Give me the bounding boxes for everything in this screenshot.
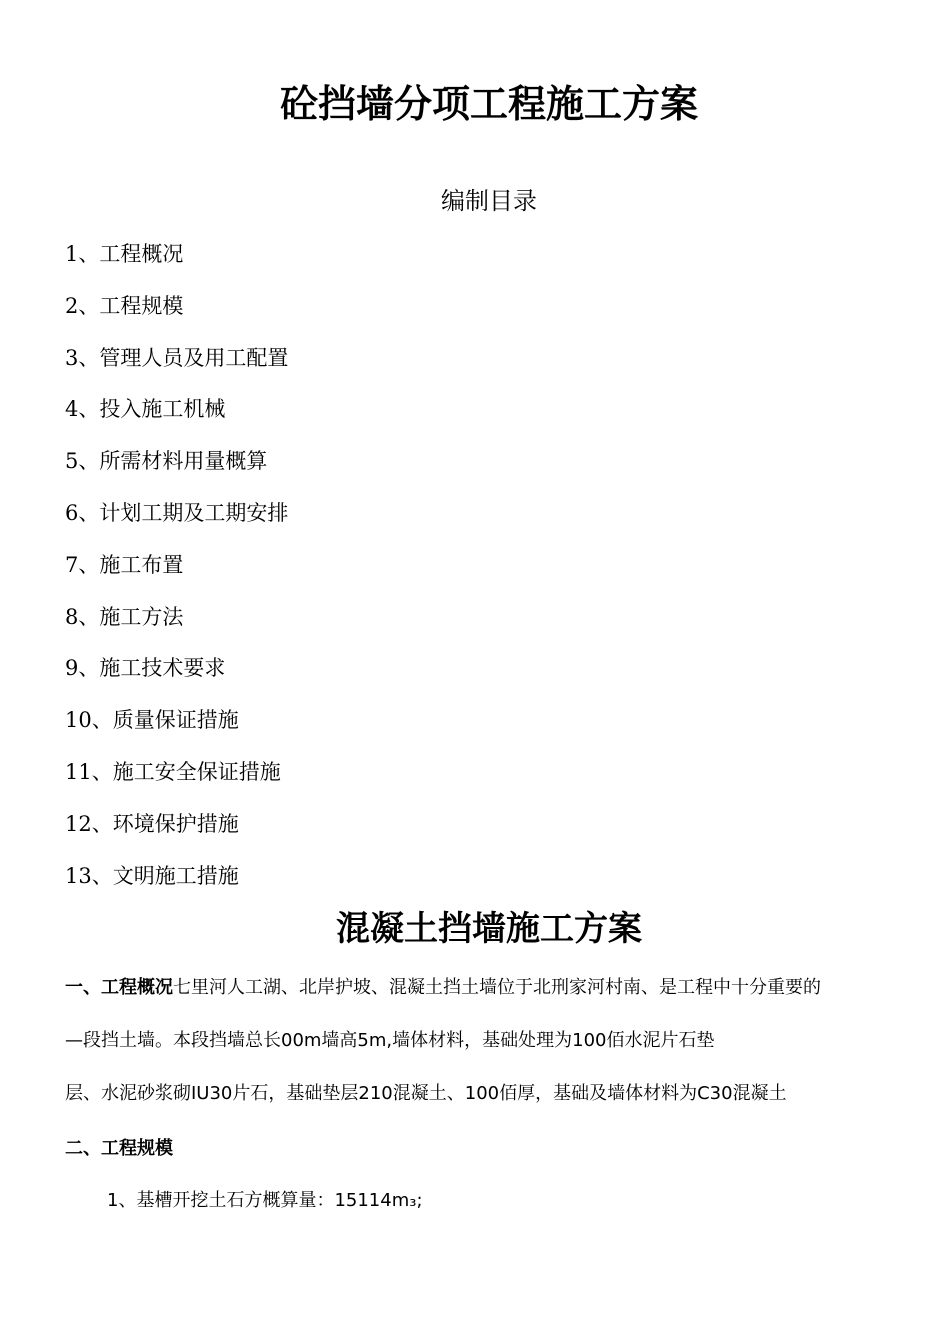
toc-item-text: 环境保护措施 [112, 811, 239, 836]
toc-item-number: 5、 [65, 449, 100, 474]
toc-item-text: 质量保证措施 [112, 708, 239, 733]
toc-item-number: 11、 [65, 759, 113, 784]
toc-item [65, 858, 288, 910]
toc-item [65, 702, 288, 754]
toc-item-number: 4、 [65, 397, 100, 422]
section-title: 混凝土挡墙施工方案 [336, 909, 642, 949]
overview-text: 七里河人工湖、北岸护坡、混凝土挡土墙位于北刑家河村南、是工程中十分重要的 [173, 977, 821, 998]
toc-item [65, 650, 288, 702]
toc-item [65, 391, 288, 443]
toc-item-text: 施工方法 [99, 604, 184, 629]
toc-heading: 编制目录 [441, 187, 537, 215]
toc-item-number: 13、 [65, 863, 113, 888]
toc-item-number: 7、 [65, 552, 100, 577]
table-of-contents [65, 236, 288, 909]
section-heading-scale: 二、工程规模 [65, 1138, 173, 1159]
toc-item [65, 236, 288, 288]
overview-paragraph-line: 层、水泥砂浆砌IU30片石，基础垫层210混凝土、100佰厚，基础及墙体材料为C30混凝土 [65, 1083, 787, 1104]
toc-item [65, 340, 288, 392]
toc-item [65, 443, 288, 495]
toc-item-text: 施工技术要求 [99, 656, 226, 681]
toc-item-text: 投入施工机械 [99, 397, 226, 422]
toc-item-text: 计划工期及工期安排 [99, 500, 289, 525]
toc-item-text: 管理人员及用工配置 [99, 345, 289, 370]
toc-item-text: 所需材料用量概算 [99, 449, 268, 474]
toc-item [65, 806, 288, 858]
toc-item-number: 1、 [65, 242, 100, 266]
toc-item-number: 3、 [65, 345, 100, 370]
toc-item-number: 9、 [65, 656, 100, 681]
section-heading-overview: 一、工程概况 [65, 977, 173, 998]
toc-item [65, 599, 288, 651]
overview-paragraph-line: —段挡土墙。本段挡墙总长00m墙高5m,墙体材料，基础处理为100佰水泥片石垫 [65, 1030, 715, 1051]
scale-list-item: 1、基槽开挖土石方概算量：15114m₃; [107, 1190, 423, 1211]
toc-item-number: 6、 [65, 500, 100, 525]
toc-item-number: 2、 [65, 293, 100, 318]
overview-paragraph-line [65, 973, 925, 1003]
toc-item [65, 547, 288, 599]
toc-item-text: 文明施工措施 [112, 863, 239, 888]
toc-item-text: 施工安全保证措施 [112, 759, 281, 784]
toc-item-number: 8、 [65, 604, 100, 629]
toc-item-text: 工程概况 [99, 242, 184, 266]
toc-item-text: 施工布置 [99, 552, 184, 577]
toc-item-text: 工程规模 [99, 293, 184, 318]
main-title: 砼挡墙分项工程施工方案 [279, 82, 698, 126]
toc-item [65, 754, 288, 806]
toc-item [65, 288, 288, 340]
toc-item-number: 10、 [65, 708, 113, 733]
toc-item-number: 12、 [65, 811, 113, 836]
toc-item [65, 495, 288, 547]
